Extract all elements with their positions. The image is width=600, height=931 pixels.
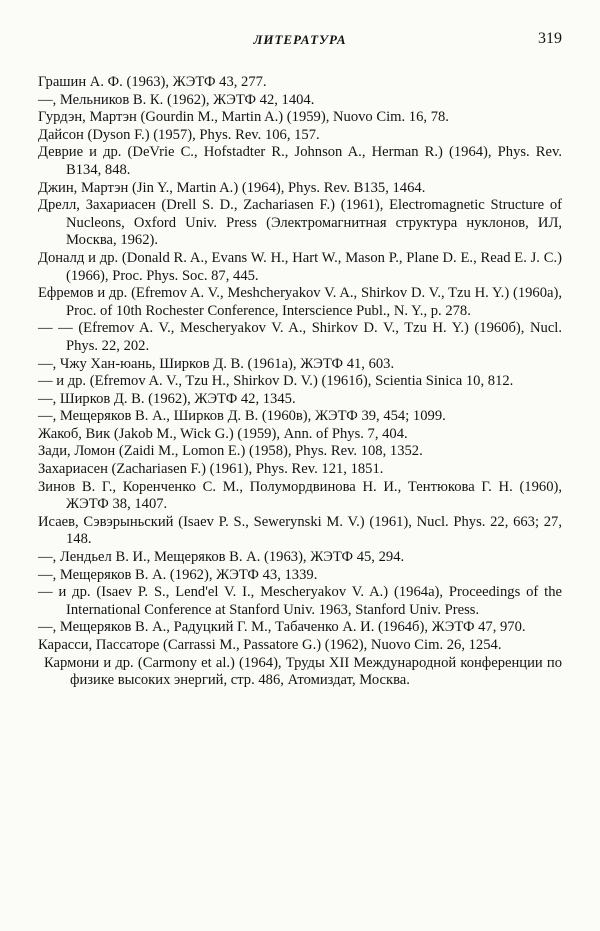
reference-entry: —, Мещеряков В. А., Ширков Д. В. (1960в), ЖЭТФ 39, 454; 1099. <box>38 408 446 425</box>
reference-list <box>38 74 562 690</box>
reference-entry: Деврие и др. (DeVrie C., Hofstadter R., Johnson A., Herman R.) (1964), Phys. Rev. B134, 848. <box>38 144 562 178</box>
reference-entry: — — (Efremov A. V., Mescheryakov V. A., Shirkov D. V., Tzu H. Y.) (1960б), Nucl. Phys. 22, 202. <box>38 320 562 354</box>
reference-entry: —, Мещеряков В. А. (1962), ЖЭТФ 43, 1339. <box>38 566 318 583</box>
reference-entry: —, Чжу Хан-юань, Ширков Д. В. (1961а), ЖЭТФ 41, 603. <box>38 355 395 372</box>
reference-entry: Джин, Мартэн (Jin Y., Martin A.) (1964), Phys. Rev. B135, 1464. <box>38 179 426 196</box>
reference-entry: —, Мельников В. К. (1962), ЖЭТФ 42, 1404. <box>38 91 315 108</box>
reference-entry: Зади, Ломон (Zaidi M., Lomon E.) (1958), Phys. Rev. 108, 1352. <box>38 443 423 460</box>
reference-entry: Гурдэн, Мартэн (Gourdin M., Martin A.) (1959), Nuovo Cim. 16, 78. <box>38 109 449 126</box>
reference-entry: Кармони и др. (Carmony et al.) (1964), Труды XII Международной конференции по физике высоких энергий, стр. 486, Атомиздат, Москва. <box>44 654 562 689</box>
running-title: ЛИТЕРАТУРА <box>253 32 347 47</box>
reference-entry: Исаев, Сэвэрыньский (Isaev P. S., Sewerynski M. V.) (1961), Nucl. Phys. 22, 663; 27, 148. <box>38 513 562 548</box>
reference-entry: Жакоб, Вик (Jakob M., Wick G.) (1959), Ann. of Phys. 7, 404. <box>38 425 408 442</box>
reference-entry: Доналд и др. (Donald R. A., Evans W. H., Hart W., Mason P., Plane D. E., Read E. J. C.) (1966), Proc. Phys. Soc. 87, 445. <box>38 249 562 284</box>
reference-entry: Грашин А. Ф. (1963), ЖЭТФ 43, 277. <box>38 74 267 90</box>
reference-entry: — и др. (Efremov A. V., Tzu H., Shirkov D. V.) (1961б), Scientia Sinica 10, 812. <box>38 373 514 390</box>
reference-entry: Карасси, Пассаторе (Carrassi M., Passatore G.) (1962), Nuovo Cim. 26, 1254. <box>38 637 502 653</box>
reference-entry: Дрелл, Захариасен (Drell S. D., Zachariasen F.) (1961), Electromagnetic Structure of Nucleons, Oxford Univ. Press (Электромагнитная структура нуклонов, ИЛ, Москва, 1962). <box>38 197 562 249</box>
reference-entry: Зинов В. Г., Коренченко С. М., Полумордвинова Н. И., Тентюкова Г. Н. (1960), ЖЭТФ 38, 1407. <box>38 478 562 513</box>
reference-entry: Захариасен (Zachariasen F.) (1961), Phys. Rev. 121, 1851. <box>38 461 384 478</box>
reference-entry: Ефремов и др. (Efremov A. V., Meshcheryakov V. A., Shirkov D. V., Tzu H. Y.) (1960a), Proc. of 10th Rochester Conference, Interscience Publ., N. Y., p. 278. <box>38 285 562 319</box>
reference-entry: Дайсон (Dyson F.) (1957), Phys. Rev. 106, 157. <box>38 126 320 143</box>
reference-entry: —, Лендьел В. И., Мещеряков В. А. (1963), ЖЭТФ 45, 294. <box>38 549 405 566</box>
reference-entry: — и др. (Isaev P. S., Lend'el V. I., Mescheryakov V. A.) (1964a), Proceedings of the International Conference at Stanford Univ. 1963, Stanford Univ. Press. <box>38 584 562 618</box>
reference-entry: —, Ширков Д. В. (1962), ЖЭТФ 42, 1345. <box>38 390 296 407</box>
page-header <box>38 32 562 62</box>
page-number: 319 <box>538 30 562 47</box>
reference-entry: —, Мещеряков В. А., Радуцкий Г. М., Табаченко А. И. (1964б), ЖЭТФ 47, 970. <box>38 619 526 636</box>
